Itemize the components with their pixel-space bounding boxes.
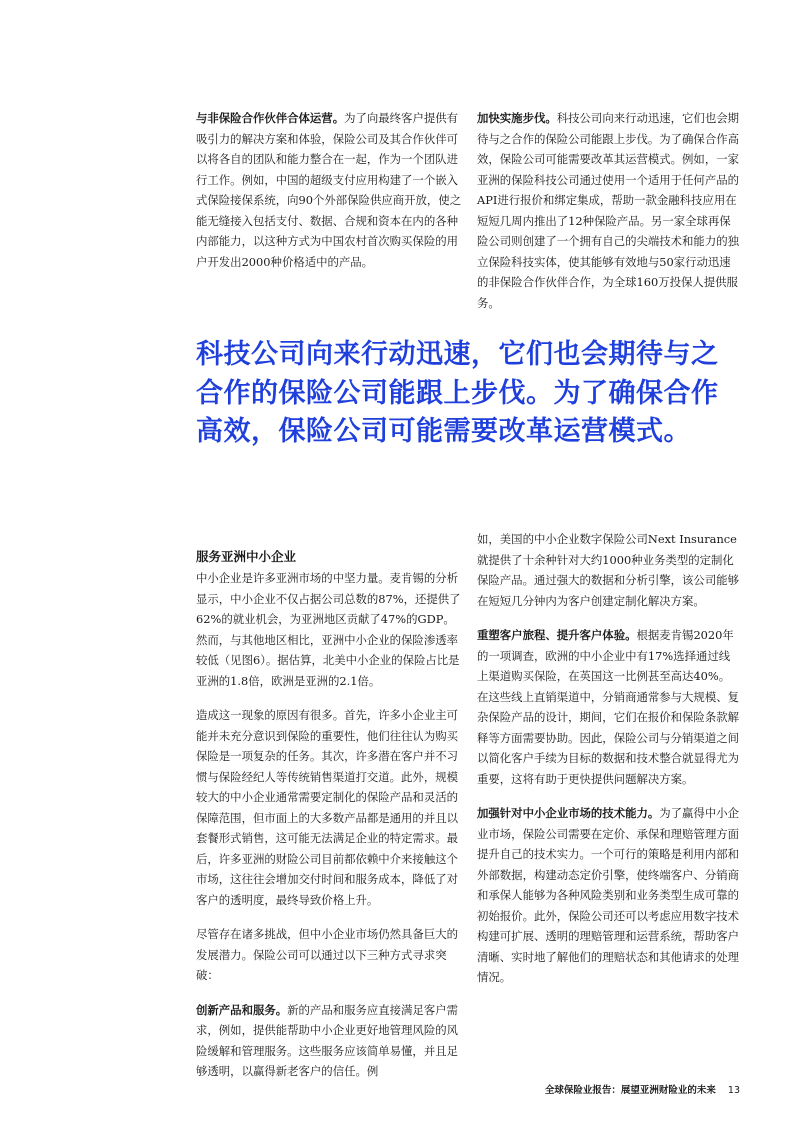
page-footer (545, 1084, 740, 1098)
paragraph-lead: 与非保险合作伙伴合体运营。 (196, 111, 345, 125)
tech-capability-paragraph (477, 803, 741, 988)
accelerate-pace-paragraph (477, 108, 741, 313)
footer-report-title: 全球保险业报告：展望亚洲财险业的未来 (544, 1085, 716, 1096)
paragraph-lead: 重塑客户旅程、提升客户体验。 (477, 628, 637, 642)
customer-journey-paragraph (477, 625, 741, 789)
paragraph-body: 科技公司向来行动迅速，它们也会期待与之合作的保险公司能跟上步伐。为了确保合作高效，保险公司可能需要改革其运营模式。例如，一家亚洲的保险科技公司通过使用一个适用于任何产品的API进行报价和绑定集成，帮助一款金融科技应用在短短几周内推出了12种保险产品。另一家全球再保险公司则创建了一个拥有自己的尖端技术和能力的独立保险科技实体，使其能够有效地与50家行动迅速的非保险合作伙伴合作，为全球160万投保人提供服务。 (477, 111, 740, 310)
paragraph-lead: 加快实施步伐。 (477, 111, 557, 125)
paragraph-lead: 加强针对中小企业市场的技术能力。 (477, 806, 660, 820)
next-insurance-paragraph: 如，美国的中小企业数字保险公司Next Insurance就提供了十余种针对大约1000种业务类型的定制化保险产品。通过强大的数据和分析引擎，该公司能够在短短几分钟内为客户创建定制化解决方案。 (477, 532, 739, 608)
page-number: 13 (727, 1085, 740, 1096)
potential-paragraph: 尽管存在诸多挑战，但中小企业市场仍然具备巨大的发展潜力。保险公司可以通过以下三种方式寻求突破： (196, 927, 458, 982)
paragraph-body: 为了向最终客户提供有吸引力的解决方案和体验，保险公司及其合作伙伴可以将各自的团队和能力整合在一起，作为一个团队进行工作。例如，中国的超级支付应用构建了一个嵌入式保险接保系统，向90个外部保险供应商开放，使之能无缝接入包括支付、数据、合规和资本在内的各种内部能力，以这种方式为中国农村首次购买保险的用户开发出2000种价格适中的产品。 (196, 111, 462, 269)
reasons-paragraph: 造成这一现象的原因有很多。首先，许多小企业主可能并未充分意识到保险的重要性，他们往往认为购买保险是一项复杂的任务。其次，许多潜在客户并不习惯与保险经纪人等传统销售渠道打交道。此外，规模较大的中小企业通常需要定制化的保险产品和灵活的保障范围，但市面上的大多数产品都是通用的并且以套餐形式销售，这可能无法满足企业的特定需求。最后，许多亚洲的财险公司目前都依赖中介来接触这个市场，这往往会增加交付时间和服务成本，降低了对客户的透明度，最终导致价格上升。 (196, 708, 458, 907)
bottom-right-column (477, 529, 741, 1002)
sme-backbone-paragraph: 中小企业是许多亚洲市场的中坚力量。麦肯锡的分析显示，中小企业不仅占据公司总数的87%，还提供了62%的就业机会，为亚洲地区贡献了47%的GDP。然而，与其他地区相比，亚洲中小企业的保险渗透率较低（见图6）。据估算，北美中小企业的保险占比是亚洲的1.8倍，欧洲是亚洲的2.1倍。 (196, 571, 461, 688)
paragraph-body: 新的产品和服务应直接满足客户需求，例如，提供能帮助中小企业更好地管理风险的风险缓解和管理服务。这些服务应该简单易懂，并且足够透明，以赢得新老客户的信任。例 (196, 1002, 459, 1078)
pull-quote: 科技公司向来行动迅速，它们也会期待与之合作的保险公司能跟上步伐。为了确保合作高效，保险公司可能需要改革运营模式。 (196, 339, 719, 447)
paragraph-body: 根据麦肯锡2020年的一项调查，欧洲的中小企业中有17%选择通过线上渠道购买保险，在英国这一比例甚至高达40%。在这些线上直销渠道中，分销商通常参与大规模、复杂保险产品的设计，期间，它们在报价和保险条款解释等方面需要协助。因此，保险公司与分销渠道之间以简化客户手续为目标的数据和技术整合就显得尤为重要，这将有助于更快提供问题解决方案。 (477, 628, 739, 786)
section-title: 服务亚洲中小企业 (196, 549, 297, 564)
bottom-left-column (196, 547, 464, 1096)
paragraph-lead: 创新产品和服务。 (196, 1002, 288, 1017)
paragraph-body: 为了赢得中小企业市场，保险公司需要在定价、承保和理赔管理方面提升自己的技术实力。一个可行的策略是利用内部和外部数据，构建动态定价引擎，使终端客户、分销商和承保人能够为各种风险类别和业务类型生成可靠的初始报价。此外，保险公司还可以考虑应用数字技术构建可扩展、透明的理赔管理和运营系统，帮助客户清晰、实时地了解他们的理赔状态和其他请求的处理情况。 (477, 806, 740, 984)
innovate-products-paragraph (196, 1000, 464, 1082)
top-right-column (477, 108, 741, 327)
top-left-column (196, 108, 464, 286)
non-insurance-partner-paragraph (196, 108, 464, 272)
